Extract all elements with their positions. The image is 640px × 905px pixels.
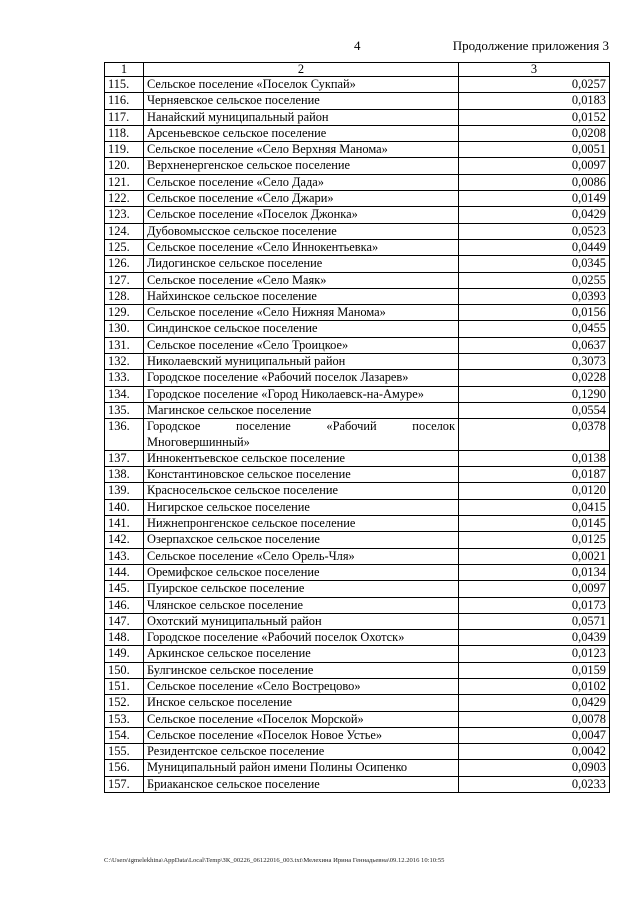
settlement-name: Оремифское сельское поселение (144, 564, 459, 580)
row-number: 116. (105, 93, 144, 109)
row-value: 0,0455 (459, 321, 610, 337)
row-value: 0,0637 (459, 337, 610, 353)
row-number: 123. (105, 207, 144, 223)
row-number: 117. (105, 109, 144, 125)
row-value: 0,0903 (459, 760, 610, 776)
row-value: 0,0123 (459, 646, 610, 662)
row-number: 143. (105, 548, 144, 564)
row-number: 135. (105, 402, 144, 418)
row-number: 122. (105, 191, 144, 207)
table-row (105, 630, 610, 646)
table-row (105, 678, 610, 694)
row-value: 0,0042 (459, 744, 610, 760)
row-value: 0,0149 (459, 191, 610, 207)
settlement-name: Сельское поселение «Село Троицкое» (144, 337, 459, 353)
table-row (105, 483, 610, 499)
row-value: 0,0187 (459, 467, 610, 483)
table-row (105, 516, 610, 532)
settlement-name: Резидентское сельское поселение (144, 744, 459, 760)
row-value: 0,0449 (459, 239, 610, 255)
settlement-name: Сельское поселение «Село Иннокентьевка» (144, 239, 459, 255)
row-number: 147. (105, 613, 144, 629)
row-number: 130. (105, 321, 144, 337)
table-row (105, 305, 610, 321)
table-row (105, 370, 610, 386)
settlement-name: Красносельское сельское поселение (144, 483, 459, 499)
row-value: 0,0183 (459, 93, 610, 109)
row-value: 0,0125 (459, 532, 610, 548)
row-number: 115. (105, 77, 144, 93)
row-number: 144. (105, 564, 144, 580)
row-value: 0,0086 (459, 174, 610, 190)
row-number: 155. (105, 744, 144, 760)
row-value: 0,0208 (459, 125, 610, 141)
settlement-name: Синдинское сельское поселение (144, 321, 459, 337)
row-number: 124. (105, 223, 144, 239)
table-row (105, 288, 610, 304)
settlement-name: Сельское поселение «Село Вострецово» (144, 678, 459, 694)
column-header: 2 (144, 63, 459, 77)
table-row (105, 77, 610, 93)
settlement-name: Сельское поселение «Село Орель-Чля» (144, 548, 459, 564)
table-row (105, 174, 610, 190)
settlement-name: Сельское поселение «Поселок Новое Устье» (144, 727, 459, 743)
row-number: 141. (105, 516, 144, 532)
column-header: 1 (105, 63, 144, 77)
table-row (105, 613, 610, 629)
settlement-name: Найхинское сельское поселение (144, 288, 459, 304)
table-row (105, 256, 610, 272)
row-number: 134. (105, 386, 144, 402)
table-row (105, 548, 610, 564)
settlement-name: Лидогинское сельское поселение (144, 256, 459, 272)
appendix-note: Продолжение приложения 3 (452, 38, 609, 53)
table-row (105, 711, 610, 727)
row-value: 0,0021 (459, 548, 610, 564)
row-number: 119. (105, 142, 144, 158)
settlement-name: Городское поселение «Город Николаевск-на-Амуре» (144, 386, 459, 402)
row-number: 129. (105, 305, 144, 321)
settlement-name: Николаевский муниципальный район (144, 354, 459, 370)
table-row (105, 125, 610, 141)
table-row (105, 402, 610, 418)
row-value: 0,0145 (459, 516, 610, 532)
table-header-row (105, 63, 610, 77)
settlement-name: Сельское поселение «Село Верхняя Манома» (144, 142, 459, 158)
row-value: 0,3073 (459, 354, 610, 370)
table-row (105, 207, 610, 223)
page-number: 4 (354, 38, 361, 53)
row-number: 137. (105, 450, 144, 466)
row-number: 145. (105, 581, 144, 597)
settlement-name: Муниципальный район имени Полины Осипенко (144, 760, 459, 776)
table-row (105, 499, 610, 515)
file-path-footer: C:\Users\igmelekhina\AppData\Local\Temp\ЗК_00226_06122016_003.txt\Мелехина Ирина Геннадьевна\09.12.2016 10:10:55 (104, 857, 445, 864)
settlement-name: Бриаканское сельское поселение (144, 776, 459, 792)
settlement-name: Пуирское сельское поселение (144, 581, 459, 597)
row-number: 128. (105, 288, 144, 304)
row-value: 0,0152 (459, 109, 610, 125)
row-value: 0,0047 (459, 727, 610, 743)
settlement-name: Дубовомысское сельское поселение (144, 223, 459, 239)
table-row (105, 744, 610, 760)
table-row (105, 158, 610, 174)
row-number: 138. (105, 467, 144, 483)
settlement-name: Озерпахское сельское поселение (144, 532, 459, 548)
row-value: 0,0415 (459, 499, 610, 515)
row-value: 0,0138 (459, 450, 610, 466)
settlement-name: Инское сельское поселение (144, 695, 459, 711)
row-value: 0,0097 (459, 158, 610, 174)
row-value: 0,0429 (459, 207, 610, 223)
settlement-name: Сельское поселение «Село Джари» (144, 191, 459, 207)
row-number: 125. (105, 239, 144, 255)
row-value: 0,0159 (459, 662, 610, 678)
settlement-name: Магинское сельское поселение (144, 402, 459, 418)
table-row (105, 93, 610, 109)
row-number: 157. (105, 776, 144, 792)
row-number: 127. (105, 272, 144, 288)
table-row (105, 532, 610, 548)
table-row (105, 564, 610, 580)
settlement-name: Сельское поселение «Поселок Морской» (144, 711, 459, 727)
row-value: 0,0523 (459, 223, 610, 239)
row-number: 131. (105, 337, 144, 353)
settlement-name: Городское поселение «Рабочий поселок Многовершинный» (144, 419, 459, 451)
table-row (105, 776, 610, 792)
table-row (105, 109, 610, 125)
row-number: 126. (105, 256, 144, 272)
row-value: 0,0173 (459, 597, 610, 613)
row-number: 140. (105, 499, 144, 515)
row-value: 0,1290 (459, 386, 610, 402)
table-row (105, 695, 610, 711)
settlement-name: Члянское сельское поселение (144, 597, 459, 613)
row-number: 133. (105, 370, 144, 386)
settlement-name: Иннокентьевское сельское поселение (144, 450, 459, 466)
settlement-name: Сельское поселение «Поселок Джонка» (144, 207, 459, 223)
settlement-name: Охотский муниципальный район (144, 613, 459, 629)
column-header: 3 (459, 63, 610, 77)
row-number: 154. (105, 727, 144, 743)
table-row (105, 450, 610, 466)
table-row (105, 191, 610, 207)
table-row (105, 646, 610, 662)
row-value: 0,0257 (459, 77, 610, 93)
table-row (105, 386, 610, 402)
settlement-name: Городское поселение «Рабочий поселок Охотск» (144, 630, 459, 646)
row-value: 0,0228 (459, 370, 610, 386)
table-row (105, 581, 610, 597)
row-number: 139. (105, 483, 144, 499)
row-number: 118. (105, 125, 144, 141)
row-number: 136. (105, 419, 144, 451)
table-row (105, 272, 610, 288)
row-value: 0,0439 (459, 630, 610, 646)
table-row (105, 321, 610, 337)
row-value: 0,0078 (459, 711, 610, 727)
row-value: 0,0345 (459, 256, 610, 272)
settlement-name: Нижнепронгенское сельское поселение (144, 516, 459, 532)
table-row (105, 142, 610, 158)
row-value: 0,0134 (459, 564, 610, 580)
row-value: 0,0571 (459, 613, 610, 629)
row-number: 156. (105, 760, 144, 776)
row-value: 0,0051 (459, 142, 610, 158)
data-table (104, 62, 610, 793)
row-number: 132. (105, 354, 144, 370)
settlement-name: Константиновское сельское поселение (144, 467, 459, 483)
table-row (105, 662, 610, 678)
table-row (105, 337, 610, 353)
row-value: 0,0393 (459, 288, 610, 304)
row-value: 0,0102 (459, 678, 610, 694)
row-value: 0,0429 (459, 695, 610, 711)
row-value: 0,0554 (459, 402, 610, 418)
table-row (105, 223, 610, 239)
row-number: 151. (105, 678, 144, 694)
table-row (105, 354, 610, 370)
row-number: 146. (105, 597, 144, 613)
row-number: 153. (105, 711, 144, 727)
row-number: 149. (105, 646, 144, 662)
settlement-name: Черняевское сельское поселение (144, 93, 459, 109)
settlement-name: Сельское поселение «Село Нижняя Манома» (144, 305, 459, 321)
row-value: 0,0378 (459, 419, 610, 451)
table-row (105, 597, 610, 613)
settlement-name: Городское поселение «Рабочий поселок Лазарев» (144, 370, 459, 386)
table-row (105, 760, 610, 776)
settlement-name: Сельское поселение «Село Дада» (144, 174, 459, 190)
row-value: 0,0120 (459, 483, 610, 499)
row-value: 0,0233 (459, 776, 610, 792)
settlement-name: Сельское поселение «Село Маяк» (144, 272, 459, 288)
row-value: 0,0255 (459, 272, 610, 288)
row-number: 121. (105, 174, 144, 190)
settlement-name: Булгинское сельское поселение (144, 662, 459, 678)
row-number: 148. (105, 630, 144, 646)
settlement-name: Нанайский муниципальный район (144, 109, 459, 125)
settlement-name: Арсеньевское сельское поселение (144, 125, 459, 141)
row-number: 152. (105, 695, 144, 711)
table-row (105, 419, 610, 451)
settlement-name: Сельское поселение «Поселок Сукпай» (144, 77, 459, 93)
row-number: 120. (105, 158, 144, 174)
settlement-name: Нигирское сельское поселение (144, 499, 459, 515)
table-row (105, 727, 610, 743)
settlement-name: Верхненергенское сельское поселение (144, 158, 459, 174)
table-row (105, 239, 610, 255)
row-number: 150. (105, 662, 144, 678)
row-number: 142. (105, 532, 144, 548)
table-row (105, 467, 610, 483)
row-value: 0,0097 (459, 581, 610, 597)
settlement-name: Аркинское сельское поселение (144, 646, 459, 662)
row-value: 0,0156 (459, 305, 610, 321)
